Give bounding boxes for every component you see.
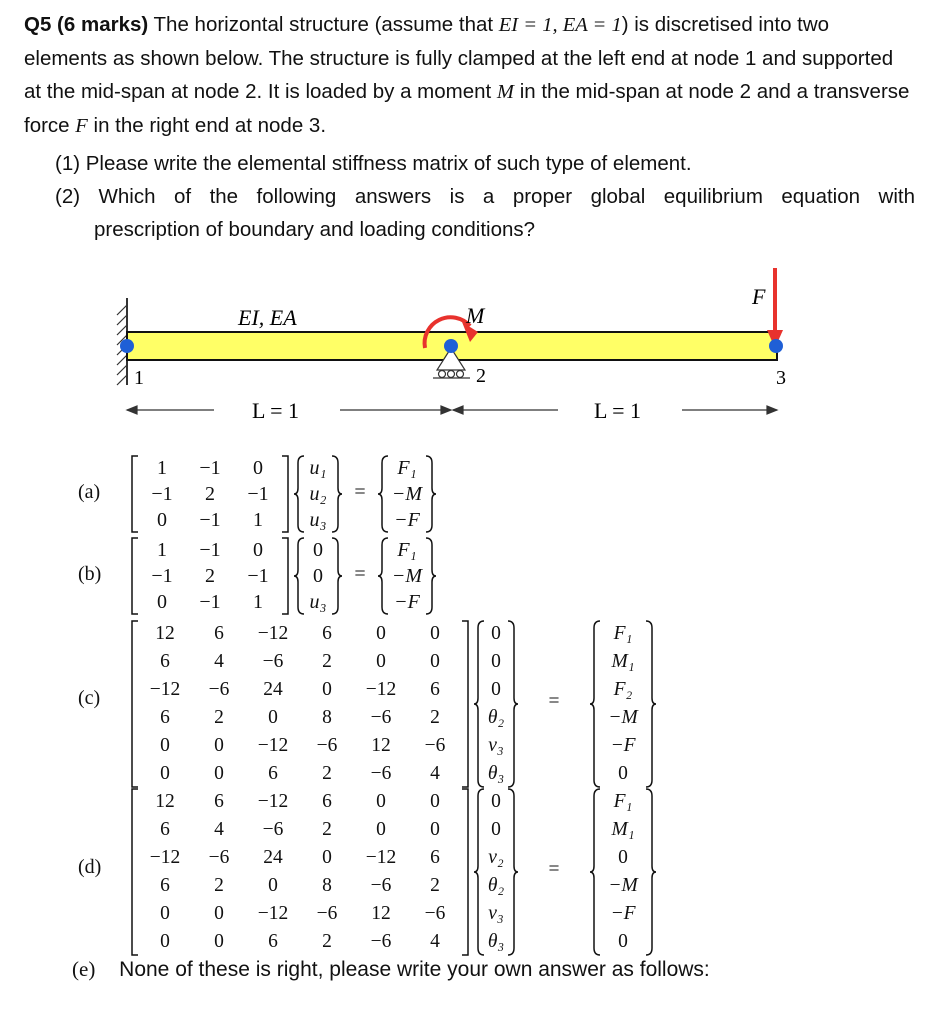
matrix-entry: 6 — [160, 819, 170, 840]
vector-entry: −F — [394, 591, 420, 613]
matrix-entry: −1 — [199, 591, 221, 613]
matrix-entry: −1 — [199, 509, 221, 531]
matrix-entry: 0 — [376, 623, 386, 644]
force-vector — [590, 788, 656, 956]
matrix-entry: 1 — [157, 539, 167, 561]
vector-entry: u₃ — [309, 591, 327, 613]
option-e — [72, 957, 710, 982]
matrix-entry: 4 — [214, 819, 224, 840]
vector-entry: v₂ — [488, 847, 504, 868]
node-3 — [769, 339, 783, 353]
stiffness-matrix — [130, 620, 470, 788]
option-b-label: (b) — [78, 563, 102, 585]
matrix-entry: 0 — [268, 875, 278, 896]
matrix-entry: 0 — [268, 707, 278, 728]
matrix-entry: 0 — [160, 931, 170, 952]
equals-sign: = — [548, 859, 560, 880]
vector-entry: 0 — [618, 763, 628, 784]
displacement-vector — [474, 788, 518, 956]
length-1-label: L = 1 — [252, 398, 300, 423]
matrix-entry: −12 — [149, 847, 181, 868]
length-2-label: L = 1 — [594, 398, 642, 423]
force-vector — [590, 620, 656, 788]
force-vector — [378, 537, 436, 615]
matrix-entry: 0 — [322, 847, 332, 868]
stiffness-matrix — [130, 455, 290, 533]
matrix-entry: −1 — [199, 457, 221, 479]
vector-entry: v₃ — [488, 903, 504, 924]
matrix-entry: 0 — [430, 623, 440, 644]
matrix-entry: 2 — [214, 707, 224, 728]
vector-entry: u₁ — [309, 457, 327, 479]
vector-entry: 0 — [491, 623, 501, 644]
matrix-entry: 12 — [371, 903, 391, 924]
matrix-entry: 0 — [214, 735, 224, 756]
matrix-entry: 12 — [155, 623, 175, 644]
matrix-entry: 0 — [160, 763, 170, 784]
matrix-entry: 0 — [157, 591, 167, 613]
matrix-entry: −6 — [262, 651, 284, 672]
matrix-entry: −12 — [257, 903, 289, 924]
displacement-vector — [474, 620, 518, 788]
matrix-entry: 0 — [157, 509, 167, 531]
vector-entry: 0 — [491, 791, 501, 812]
matrix-entry: 0 — [160, 735, 170, 756]
matrix-entry: 2 — [205, 483, 215, 505]
matrix-entry: 6 — [430, 847, 440, 868]
vector-entry: F₁ — [613, 623, 633, 644]
vector-entry: θ₂ — [487, 875, 505, 896]
dimension-lines — [127, 406, 777, 414]
vector-entry: 0 — [618, 847, 628, 868]
vector-entry: −M — [608, 875, 638, 896]
matrix-entry: 0 — [160, 903, 170, 924]
matrix-entry: 8 — [322, 707, 332, 728]
vector-entry: v₃ — [488, 735, 504, 756]
matrix-entry: 6 — [214, 623, 224, 644]
subquestion-2-cont: prescription of boundary and loading conditions? — [94, 218, 536, 241]
subquestion-2: (2) Which of the following answers is a proper global equilibrium equation with — [55, 185, 915, 208]
matrix-entry: 2 — [430, 707, 440, 728]
matrix-entry: 2 — [322, 819, 332, 840]
vector-entry: θ₂ — [487, 707, 505, 728]
vector-entry: −F — [394, 509, 420, 531]
matrix-entry: 0 — [376, 819, 386, 840]
vector-entry: 0 — [618, 931, 628, 952]
vector-entry: u₃ — [309, 509, 327, 531]
matrix-entry: 4 — [430, 763, 440, 784]
vector-entry: M₁ — [611, 651, 635, 672]
vector-entry: 0 — [491, 679, 501, 700]
equals-sign: = — [354, 481, 366, 503]
option-d-label: (d) — [78, 856, 102, 878]
matrix-entry: 1 — [157, 457, 167, 479]
vector-entry: θ₃ — [487, 763, 505, 784]
matrix-entry: −6 — [424, 735, 446, 756]
matrix-entry: 4 — [430, 931, 440, 952]
matrix-entry: 2 — [322, 651, 332, 672]
displacement-vector — [294, 537, 342, 615]
matrix-entry: −6 — [370, 707, 392, 728]
vector-entry: −F — [610, 735, 636, 756]
matrix-entry: 0 — [214, 903, 224, 924]
matrix-entry: −12 — [257, 623, 289, 644]
equals-sign: = — [354, 563, 366, 585]
matrix-entry: −12 — [257, 791, 289, 812]
matrix-entry: 1 — [253, 509, 263, 531]
vector-entry: F₁ — [397, 457, 417, 479]
matrix-entry: 6 — [214, 791, 224, 812]
vector-entry: −M — [608, 707, 638, 728]
matrix-entry: 4 — [214, 651, 224, 672]
node-3-label: 3 — [776, 367, 786, 389]
matrix-entry: 0 — [430, 791, 440, 812]
matrix-entry: 0 — [214, 763, 224, 784]
vector-entry: F₂ — [613, 679, 633, 700]
node-2 — [444, 339, 458, 353]
matrix-entry: −1 — [199, 539, 221, 561]
vector-entry: 0 — [491, 819, 501, 840]
matrix-entry: −6 — [316, 903, 338, 924]
equals-sign: = — [548, 691, 560, 712]
label-moment: M — [466, 303, 485, 328]
matrix-entry: 6 — [322, 791, 332, 812]
matrix-entry: 6 — [160, 875, 170, 896]
vector-entry: 0 — [313, 539, 323, 561]
matrix-entry: −12 — [257, 735, 289, 756]
vector-entry: F₁ — [613, 791, 633, 812]
math-ei-ea: EI = 1, EA = 1 — [498, 14, 622, 36]
matrix-entry: 6 — [322, 623, 332, 644]
vector-entry: F₁ — [397, 539, 417, 561]
matrix-entry: −1 — [151, 565, 173, 587]
matrix-entry: −6 — [370, 763, 392, 784]
matrix-entry: −1 — [247, 483, 269, 505]
matrix-entry: −6 — [316, 735, 338, 756]
matrix-entry: −6 — [370, 931, 392, 952]
vector-entry: u₂ — [309, 483, 327, 505]
option-a-label: (a) — [78, 481, 101, 503]
stiffness-matrix — [130, 537, 290, 615]
matrix-entry: 2 — [322, 763, 332, 784]
matrix-entry: −6 — [208, 679, 230, 700]
matrix-entry: 1 — [253, 591, 263, 613]
matrix-entry: 0 — [253, 457, 263, 479]
beam-figure — [0, 260, 935, 440]
matrix-entry: −6 — [370, 875, 392, 896]
matrix-entry: −1 — [247, 565, 269, 587]
matrix-entry: −6 — [262, 819, 284, 840]
matrix-entry: −1 — [151, 483, 173, 505]
option-c-label: (c) — [78, 687, 101, 709]
matrix-entry: 2 — [430, 875, 440, 896]
matrix-entry: 0 — [253, 539, 263, 561]
matrix-entry: −12 — [149, 679, 181, 700]
node-1-label: 1 — [134, 367, 144, 389]
vector-entry: −F — [610, 903, 636, 924]
vector-entry: −M — [391, 565, 423, 587]
vector-entry: M₁ — [611, 819, 635, 840]
force-vector — [378, 455, 436, 533]
matrix-entry: 8 — [322, 875, 332, 896]
matrix-entry: −6 — [208, 847, 230, 868]
matrix-entry: 0 — [322, 679, 332, 700]
matrix-entry: 6 — [160, 651, 170, 672]
matrix-entry: 24 — [263, 679, 283, 700]
matrix-entry: 2 — [205, 565, 215, 587]
matrix-entry: 0 — [430, 651, 440, 672]
label-ei-ea: EI, EA — [238, 305, 297, 330]
matrix-entry: 24 — [263, 847, 283, 868]
question-label: Q5 (6 marks) — [24, 13, 149, 36]
displacement-vector — [294, 455, 342, 533]
vector-entry: −M — [391, 483, 423, 505]
matrix-entry: 2 — [322, 931, 332, 952]
matrix-entry: 0 — [430, 819, 440, 840]
matrix-entry: 6 — [160, 707, 170, 728]
option-e-text: None of these is right, please write your own answer as follows: — [119, 958, 710, 981]
node-1 — [120, 339, 134, 353]
option-e-label: (e) — [72, 957, 96, 981]
matrix-entry: 2 — [214, 875, 224, 896]
matrix-entry: 0 — [214, 931, 224, 952]
matrix-entry: 12 — [371, 735, 391, 756]
stiffness-matrix — [130, 788, 470, 956]
matrix-entry: 0 — [376, 791, 386, 812]
vector-entry: 0 — [313, 565, 323, 587]
matrix-entry: 12 — [155, 791, 175, 812]
node-2-label: 2 — [476, 365, 486, 387]
question-text: Q5 (6 marks) The horizontal structure (assume that EI = 1, EA = 1) is discretised into two elements as shown below. The structure is fully clamped at the left end at node 1 and supported at the mid-span at node 2. It is loaded by a moment M in the mid-span at node 2 and a transverse force F in the right end at node 3. — [24, 13, 910, 137]
matrix-entry: −6 — [424, 903, 446, 924]
matrix-entry: 6 — [268, 763, 278, 784]
matrix-entry: 6 — [268, 931, 278, 952]
matrix-entry: 0 — [376, 651, 386, 672]
matrix-entry: −12 — [365, 679, 397, 700]
vector-entry: 0 — [491, 651, 501, 672]
matrix-entry: −12 — [365, 847, 397, 868]
matrix-entry: 6 — [430, 679, 440, 700]
subquestion-1: (1) Please write the elemental stiffness matrix of such type of element. — [55, 152, 692, 175]
vector-entry: θ₃ — [487, 931, 505, 952]
label-force: F — [752, 284, 766, 309]
